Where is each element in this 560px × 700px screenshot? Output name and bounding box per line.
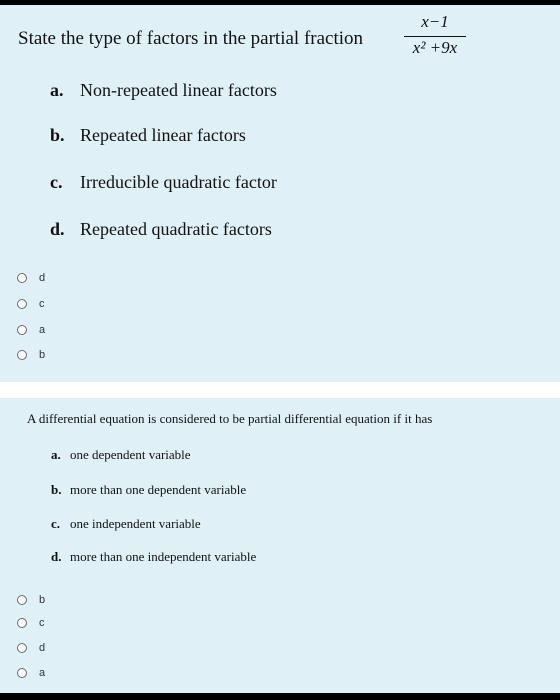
radio-label: b [39,594,46,606]
radio-circle-icon[interactable] [17,325,27,335]
option-letter: a. [50,80,64,100]
q1-option-b [50,125,246,146]
radio-label: d [39,642,46,654]
q2-option-c [51,516,201,532]
radio-circle-icon[interactable] [17,643,27,653]
option-letter: c. [51,516,61,531]
question-card-1 [0,5,560,382]
option-text: one dependent variable [70,447,191,462]
question-2-text: A differential equation is considered to be partial differential equation if it has [27,411,433,426]
option-letter: d. [51,549,62,564]
question-1-text: State the type of factors in the partial fraction [18,28,364,49]
q2-answer-radio-b[interactable] [17,592,45,608]
option-letter: d. [50,219,65,239]
radio-label: c [39,298,45,310]
radio-circle-icon[interactable] [17,595,27,605]
card-separator [0,382,560,398]
option-text: Irreducible quadratic factor [80,172,277,192]
q2-option-a [51,447,191,463]
fraction-numerator: x−1 [421,12,449,31]
q1-answer-radio-a[interactable] [17,322,45,338]
option-letter: a. [51,447,61,462]
radio-label: b [39,349,46,361]
q2-answer-radio-a[interactable] [17,665,45,681]
option-text: Repeated quadratic factors [80,219,272,239]
radio-circle-icon[interactable] [17,618,27,628]
partial-fraction-expression [402,12,468,64]
radio-label: a [39,324,46,336]
option-text: more than one dependent variable [70,482,247,497]
question-card-2 [0,398,560,693]
fraction-denominator: x² +9x [412,38,458,57]
option-letter: b. [51,482,62,497]
radio-label: a [39,667,46,679]
q2-option-b [51,482,246,498]
option-text: Repeated linear factors [80,125,246,145]
radio-circle-icon[interactable] [17,273,27,283]
radio-circle-icon[interactable] [17,668,27,678]
q1-answer-radio-b[interactable] [17,347,45,363]
radio-label: d [39,272,46,284]
radio-circle-icon[interactable] [17,299,27,309]
q1-answer-radio-c[interactable] [17,296,45,312]
radio-circle-icon[interactable] [17,350,27,360]
q1-option-c [50,172,277,193]
q2-option-d [51,549,256,565]
radio-label: c [39,617,45,629]
q1-answer-radio-d[interactable] [17,270,45,286]
q2-answer-radio-d[interactable] [17,640,45,656]
q2-answer-radio-c[interactable] [17,615,45,631]
option-letter: c. [50,172,63,192]
fraction-bar [404,36,466,37]
option-text: more than one independent variable [70,549,257,564]
q1-option-d [50,219,272,240]
option-letter: b. [50,125,65,145]
option-text: Non-repeated linear factors [80,80,277,100]
q1-option-a [50,80,277,101]
option-text: one independent variable [70,516,201,531]
